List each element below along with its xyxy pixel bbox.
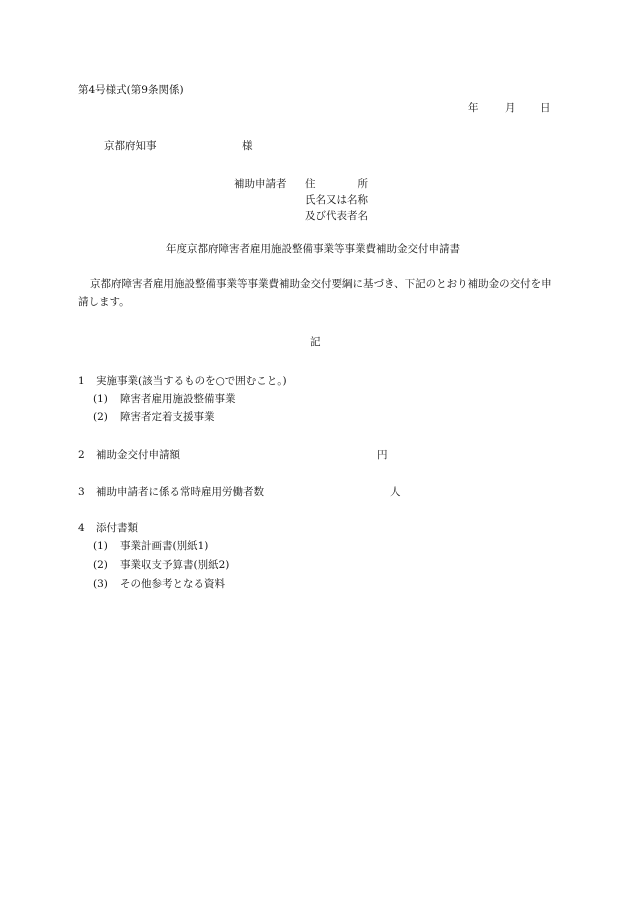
section-4-item-2-text: 事業収支予算書(別紙2) (120, 559, 230, 571)
section-4-item-2-num: (2) (93, 559, 108, 571)
section-3-unit: 人 (390, 486, 401, 498)
date-month: 月 (505, 102, 516, 114)
applicant-address-label: 住 所 (305, 178, 368, 190)
section-4-item-1-num: (1) (93, 540, 108, 552)
section-2-title: 補助金交付申請額 (96, 449, 180, 461)
section-2-unit: 円 (377, 449, 388, 461)
section-1-number: 1 (78, 375, 85, 387)
section-3-number: 3 (78, 486, 85, 498)
section-4-number: 4 (78, 522, 85, 534)
section-2-number: 2 (78, 449, 85, 461)
section-1-item-1-text: 障害者雇用施設整備事業 (120, 393, 236, 405)
section-4-item-1-text: 事業計画書(別紙1) (120, 540, 209, 552)
addressee-name: 京都府知事 (104, 140, 157, 152)
document-title: 年度京都府障害者雇用施設整備事業等事業費補助金交付申請書 (166, 243, 460, 255)
section-1-item-2-text: 障害者定着支援事業 (120, 411, 215, 423)
addressee-honorific: 様 (242, 140, 253, 152)
applicant-name-label: 氏名又は名称 (305, 194, 368, 206)
section-4-item-3-text: その他参考となる資料 (120, 578, 225, 590)
section-3-title: 補助申請者に係る常時雇用労働者数 (96, 486, 264, 498)
date-day: 日 (540, 102, 551, 114)
body-paragraph: 京都府障害者雇用施設整備事業等事業費補助金交付要綱に基づき、下記のとおり補助金の交付を申請します。 (78, 278, 552, 308)
ki-marker: 記 (310, 336, 321, 348)
applicant-rep-label: 及び代表者名 (305, 210, 368, 222)
section-1-item-2-num: (2) (93, 411, 108, 423)
section-4-title: 添付書類 (96, 522, 138, 534)
section-4-item-3-num: (3) (93, 578, 108, 590)
applicant-label: 補助申請者 (234, 178, 287, 190)
date-year: 年 (468, 102, 479, 114)
section-1-item-1-num: (1) (93, 393, 108, 405)
section-1-title: 実施事業(該当するものを○で囲むこと。) (96, 375, 287, 387)
form-number: 第4号様式(第9条関係) (78, 84, 184, 96)
